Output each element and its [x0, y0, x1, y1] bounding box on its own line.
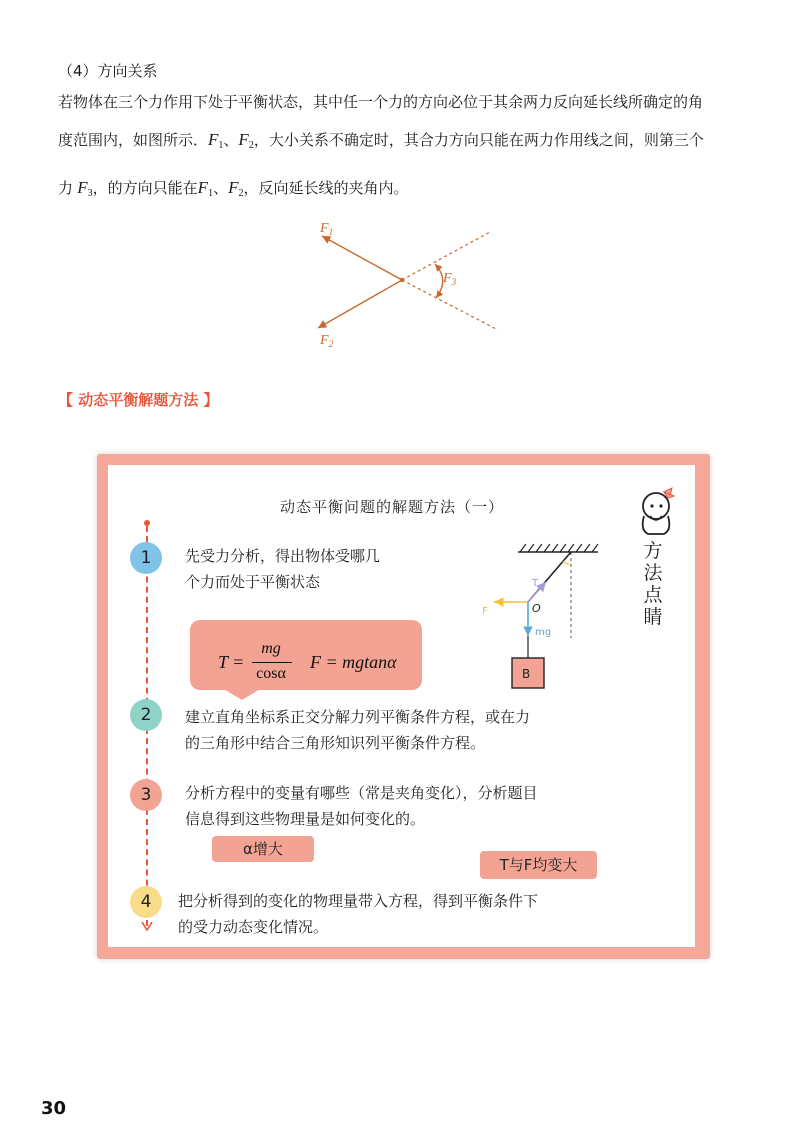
- label-f3: $F_3$: [443, 271, 457, 287]
- timeline-arrow-icon: [141, 920, 153, 932]
- label-o: O: [532, 602, 541, 615]
- line3-text-c: ，反向延长线的夹角内。: [243, 179, 409, 197]
- f2-symbol: $F_2$: [238, 130, 254, 151]
- label-b: B: [522, 667, 531, 681]
- step-1-text: 先受力分析，得出物体受哪几 个力而处于平衡状态: [185, 547, 381, 591]
- formula-f: F = mgtanα: [310, 652, 397, 672]
- hanging-mass-diagram: [470, 540, 610, 695]
- f3-symbol: $F_3$: [77, 178, 93, 199]
- line3-text-a: 力: [58, 179, 74, 197]
- label-t: T: [532, 578, 539, 589]
- line2-text-b: ，大小关系不确定时，其合力方向只能在两力作用线之间，则第三个: [253, 131, 704, 149]
- origin-point: [400, 278, 404, 282]
- step-4-text: 把分析得到的变化的物理量带入方程，得到平衡条件下 的受力动态变化情况。: [178, 892, 539, 936]
- page-number: 30: [41, 1098, 67, 1119]
- f1-symbol-2: $F_1$: [197, 178, 214, 199]
- step-2-text: 建立直角坐标系正交分解力列平衡条件方程，或在力 的三角形中结合三角形知识列平衡条件方程。: [185, 708, 531, 752]
- paragraph-line-3: 力 $F_3$，的方向只能在$F_1$、$F_2$，反向延长线的夹角内。: [58, 178, 409, 199]
- step-1-circle: 1: [130, 542, 162, 574]
- separator: 、: [223, 131, 239, 149]
- step-3-circle: 3: [130, 779, 162, 811]
- card-title: 动态平衡问题的解题方法（一）: [280, 498, 505, 516]
- alpha-arc: [563, 561, 571, 564]
- f1-symbol: $F_1$: [208, 130, 224, 151]
- step-4-circle: 4: [130, 886, 162, 918]
- paragraph-line-2: [58, 130, 704, 156]
- f1-extension-dashed: [402, 280, 498, 330]
- step-2-circle: 2: [130, 699, 162, 731]
- f2-symbol-2: $F_2$: [228, 178, 244, 199]
- line3-text-b: ，的方向只能在: [92, 179, 198, 197]
- line2-text-a: 度范围内，如图所示．: [58, 131, 209, 149]
- label-f1: $F_1$: [320, 221, 334, 237]
- section-title: 【 动态平衡解题方法 】: [58, 391, 219, 409]
- tag-t-f-increase: T与F均变大: [480, 851, 597, 879]
- f2-arrow: [318, 280, 402, 328]
- formula-t-denominator: cosα: [256, 665, 286, 682]
- step-3-text: 分析方程中的变量有哪些（常是夹角变化），分析题目 信息得到这些物理量是如何变化的。: [185, 784, 538, 828]
- f1-arrow: [322, 236, 402, 280]
- ceiling-hatch: [520, 544, 598, 552]
- force-direction-diagram: [300, 210, 510, 360]
- formula-t-lhs: T =: [218, 652, 245, 672]
- label-f: F: [482, 606, 488, 617]
- fraction-bar: [252, 662, 292, 663]
- label-f2: $F_2$: [320, 333, 334, 349]
- tag-alpha-increase: α增大: [212, 836, 314, 862]
- label-mg: mg: [535, 627, 552, 638]
- formula-t-numerator: mg: [261, 640, 281, 657]
- paragraph-line-1: 若物体在三个力作用下处于平衡状态，其中任一个力的方向必位于其余两力反向延长线所确定的角: [58, 93, 704, 111]
- mascot-icon: [634, 486, 680, 538]
- side-label: 方法点睛: [643, 540, 663, 628]
- section-heading: （4）方向关系: [58, 62, 158, 80]
